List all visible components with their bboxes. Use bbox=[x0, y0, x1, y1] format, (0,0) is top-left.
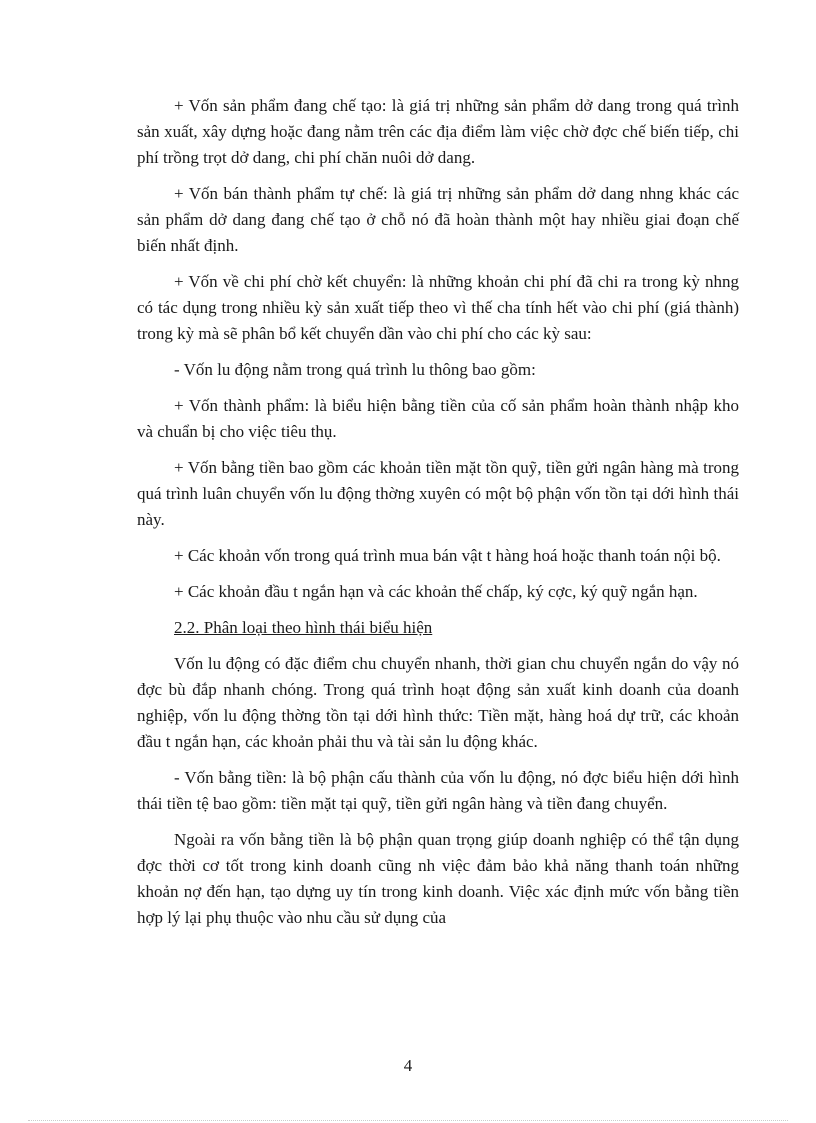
paragraph-finished-goods-capital: + Vốn thành phẩm: là biểu hiện bằng tiền của cố sản phẩm hoàn thành nhập kho và chuẩn bị cho việc tiêu thụ. bbox=[137, 396, 739, 441]
footer-divider bbox=[28, 1120, 788, 1121]
paragraph-cash-importance: Ngoài ra vốn bằng tiền là bộ phận quan trọng giúp doanh nghiệp có thể tận dụng đợc thời cơ tốt trong kinh doanh cũng nh việc đảm bảo khả năng thanh toán những khoản nợ đến hạn, tạo dựng uy tín trong kinh doanh. Việc xác định mức vốn bằng tiền hợp lý lại phụ thuộc vào nhu cầu sử dụng của bbox=[137, 830, 739, 927]
paragraph-cash-capital: + Vốn bằng tiền bao gồm các khoản tiền mặt tồn quỹ, tiền gửi ngân hàng mà trong quá trình luân chuyển vốn lu động thờng xuyên có một bộ phận vốn tồn tại dới hình thái này. bbox=[137, 458, 739, 529]
paragraph-working-capital-characteristics: Vốn lu động có đặc điểm chu chuyển nhanh, thời gian chu chuyển ngắn do vậy nó đợc bù đắp nhanh chóng. Trong quá trình hoạt động sản xuất kinh doanh của doanh nghiệp, vốn lu động thờng tồn tại dới hình thức: Tiền mặt, hàng hoá dự trữ, các khoản đầu t ngắn hạn, các khoản phải thu và tài sản lu động khác. bbox=[137, 654, 739, 751]
paragraph-work-in-progress-capital: + Vốn sản phẩm đang chế tạo: là giá trị những sản phẩm dở dang trong quá trình sản xuất, xây dựng hoặc đang nằm trên các địa điểm làm việc chờ đợc chế biến tiếp, chi phí trồng trọt dở dang, chi phí chăn nuôi dở dang. bbox=[137, 96, 739, 167]
paragraph-trading-capital: + Các khoản vốn trong quá trình mua bán vật t hàng hoá hoặc thanh toán nội bộ. bbox=[174, 546, 721, 565]
page-number: 4 bbox=[403, 1056, 413, 1075]
paragraph-semi-finished-capital: + Vốn bán thành phẩm tự chế: là giá trị những sản phẩm dở dang nhng khác các sản phẩm dở dang đang chế tạo ở chỗ nó đã hoàn thành một hay nhiều giai đoạn chế biến nhất định. bbox=[137, 184, 739, 255]
page-body bbox=[137, 93, 739, 941]
paragraph-cash-definition: - Vốn bằng tiền: là bộ phận cấu thành của vốn lu động, nó đợc biểu hiện dới hình thái tiền tệ bao gồm: tiền mặt tại quỹ, tiền gửi ngân hàng và tiền đang chuyển. bbox=[137, 768, 739, 813]
paragraph-circulation-capital: - Vốn lu động nằm trong quá trình lu thông bao gồm: bbox=[174, 360, 536, 379]
paragraph-short-term-investments: + Các khoản đầu t ngắn hạn và các khoản thế chấp, ký cợc, ký quỹ ngắn hạn. bbox=[174, 582, 698, 601]
section-heading: 2.2. Phân loại theo hình thái biểu hiện bbox=[174, 618, 433, 637]
paragraph-deferred-expense-capital: + Vốn về chi phí chờ kết chuyển: là những khoản chi phí đã chi ra trong kỳ nhng có tác dụng trong nhiều kỳ sản xuất tiếp theo vì thế cha tính hết vào chi phí (giá thành) trong kỳ mà sẽ phân bổ kết chuyển dần vào chi phí cho các kỳ sau: bbox=[137, 272, 739, 343]
